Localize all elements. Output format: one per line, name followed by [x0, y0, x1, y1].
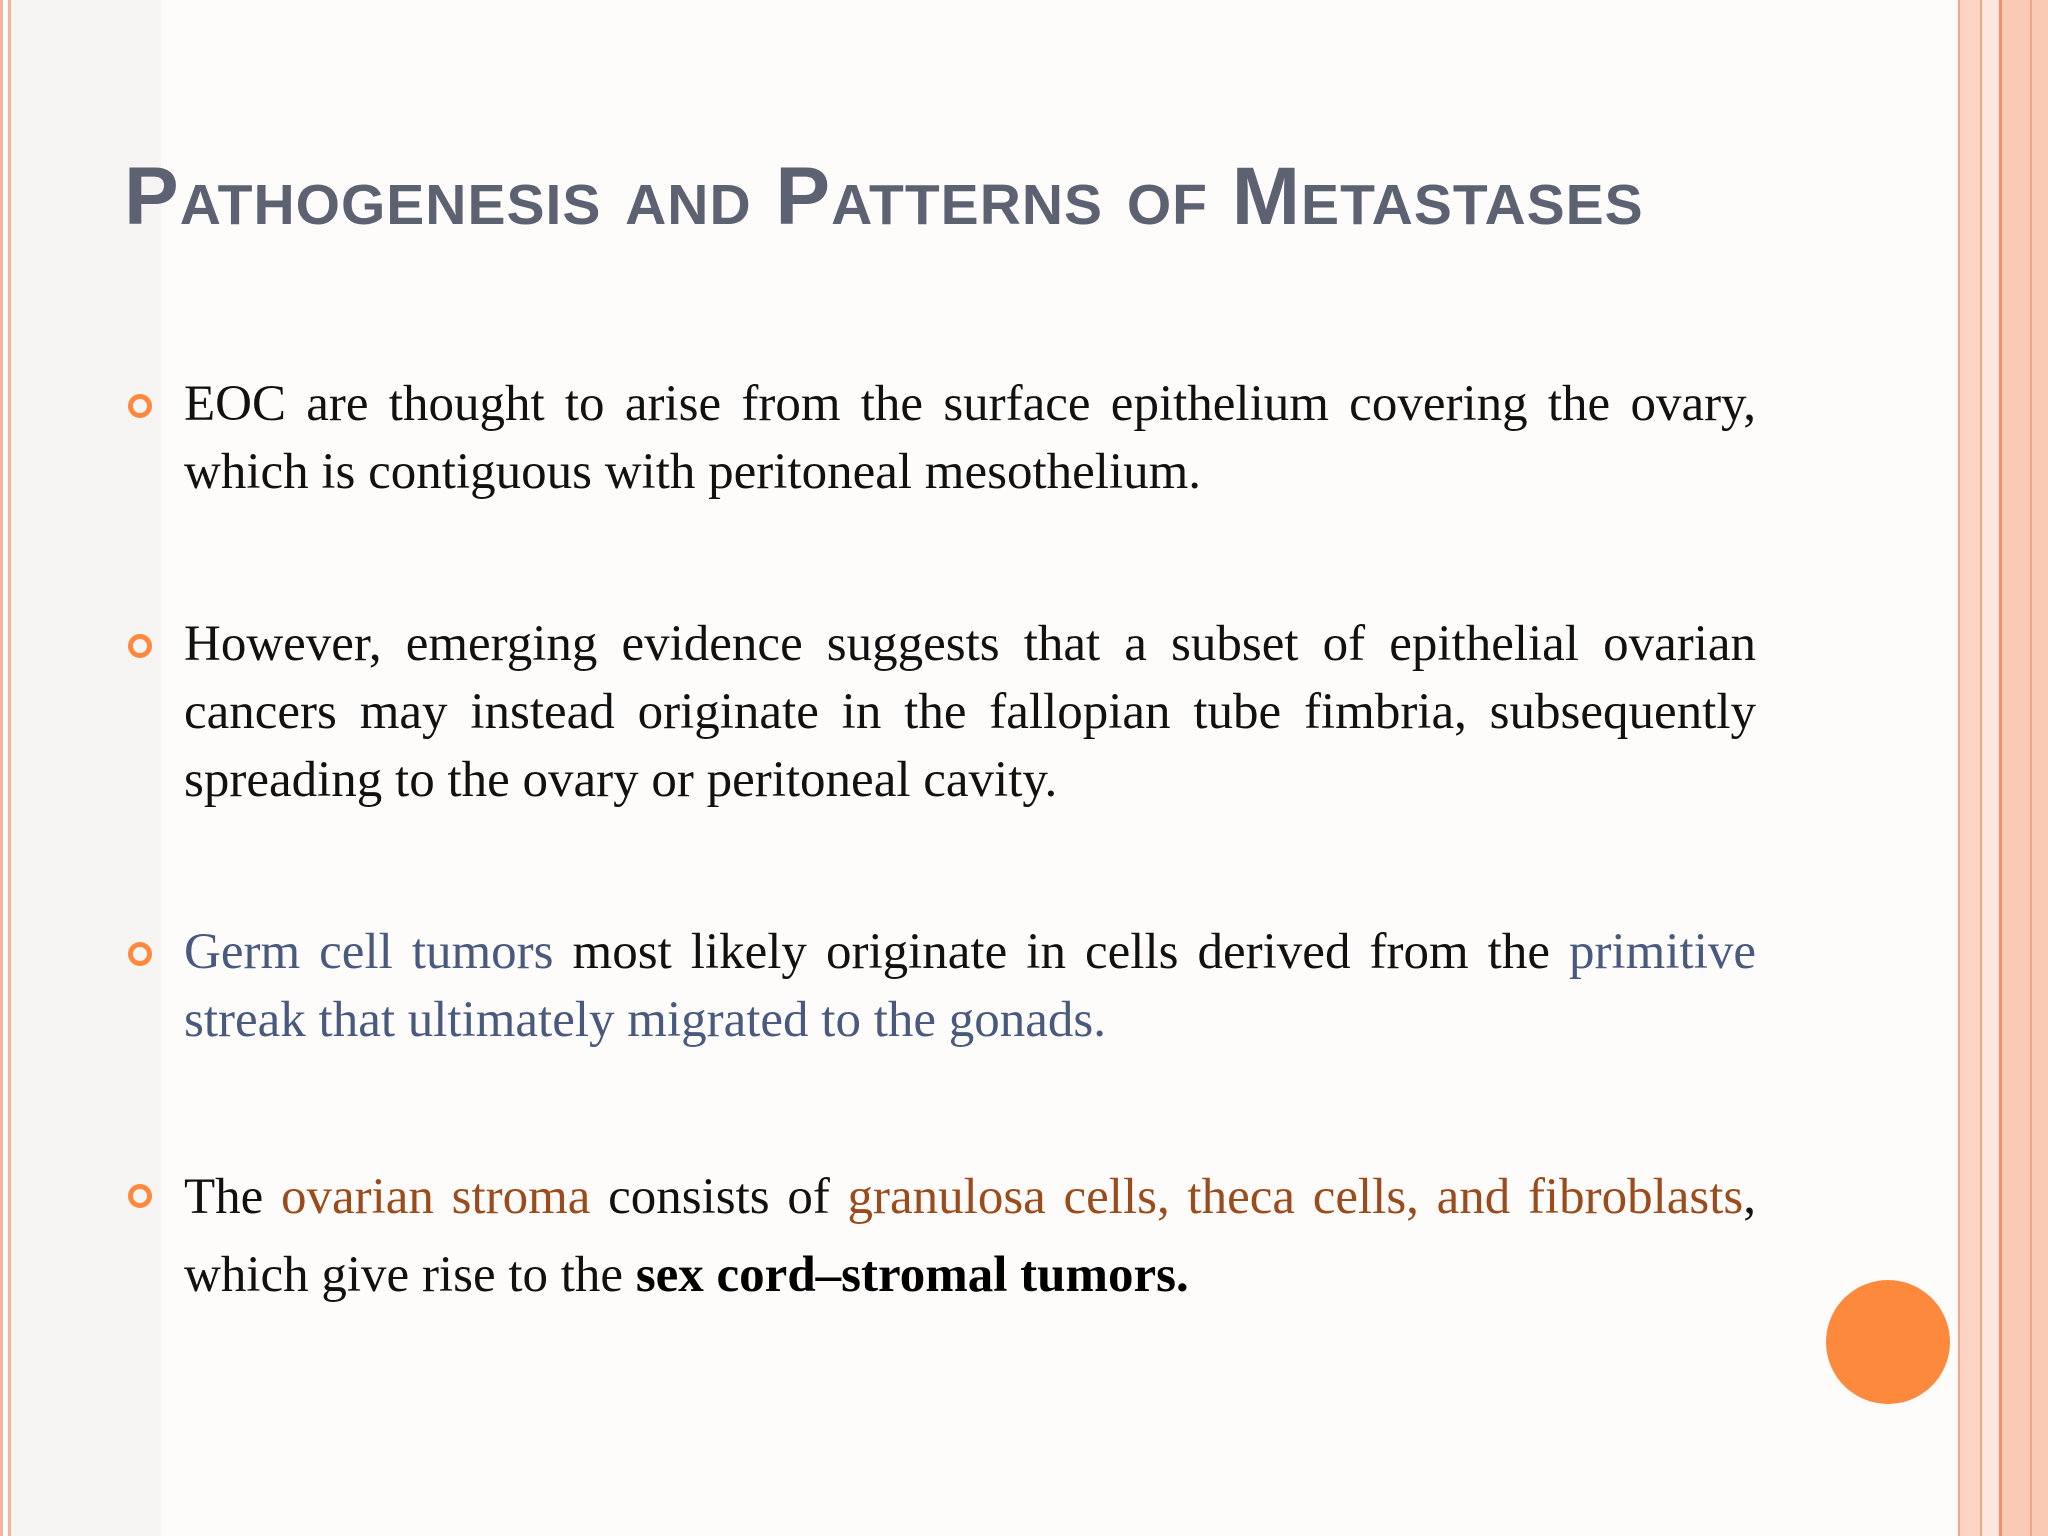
bullet-text: However, emerging evidence suggests that a subset of epithelial ovarian cancers may instead originate in the fallopian tube fimbria, subsequently spreading to the ovary or peritoneal cavity.	[184, 616, 1756, 808]
highlight-text: granulosa cells, theca cells, and fibroblasts	[847, 1169, 1744, 1225]
right-border-band	[1960, 0, 1980, 1536]
accent-circle	[1826, 1280, 1950, 1404]
left-border-line	[0, 0, 3, 1536]
bullet-item	[124, 610, 1756, 814]
slide-title: Pathogenesis and Patterns of Metastases	[124, 151, 1644, 242]
emphasis-text: sex cord–stromal tumors.	[635, 1247, 1189, 1303]
circle-bullet-icon	[128, 1184, 152, 1208]
bullet-item	[124, 918, 1756, 1054]
highlight-text: primitive streak that ultimately migrated to the gonads.	[184, 924, 1756, 1048]
bullet-text: , which give rise to the	[184, 1169, 1757, 1303]
bullet-text: EOC are thought to arise from the surface epithelium covering the ovary, which is contiguous with peritoneal mesothelium.	[184, 376, 1756, 500]
right-border-line	[2030, 0, 2032, 1536]
bullet-item	[124, 370, 1756, 506]
right-border-band	[2002, 0, 2048, 1536]
bullet-text: The	[184, 1169, 281, 1225]
right-border-band	[1982, 0, 2000, 1536]
highlight-text: Germ cell tumors	[184, 924, 554, 980]
bullet-text: most likely originate in cells derived from the	[553, 924, 1570, 980]
bullet-item	[124, 1158, 1756, 1314]
circle-bullet-icon	[128, 942, 152, 966]
bullet-list	[124, 370, 1756, 1314]
bullet-text: consists of	[590, 1169, 848, 1225]
highlight-text: ovarian stroma	[281, 1169, 591, 1225]
circle-bullet-icon	[128, 634, 152, 658]
circle-bullet-icon	[128, 394, 152, 418]
